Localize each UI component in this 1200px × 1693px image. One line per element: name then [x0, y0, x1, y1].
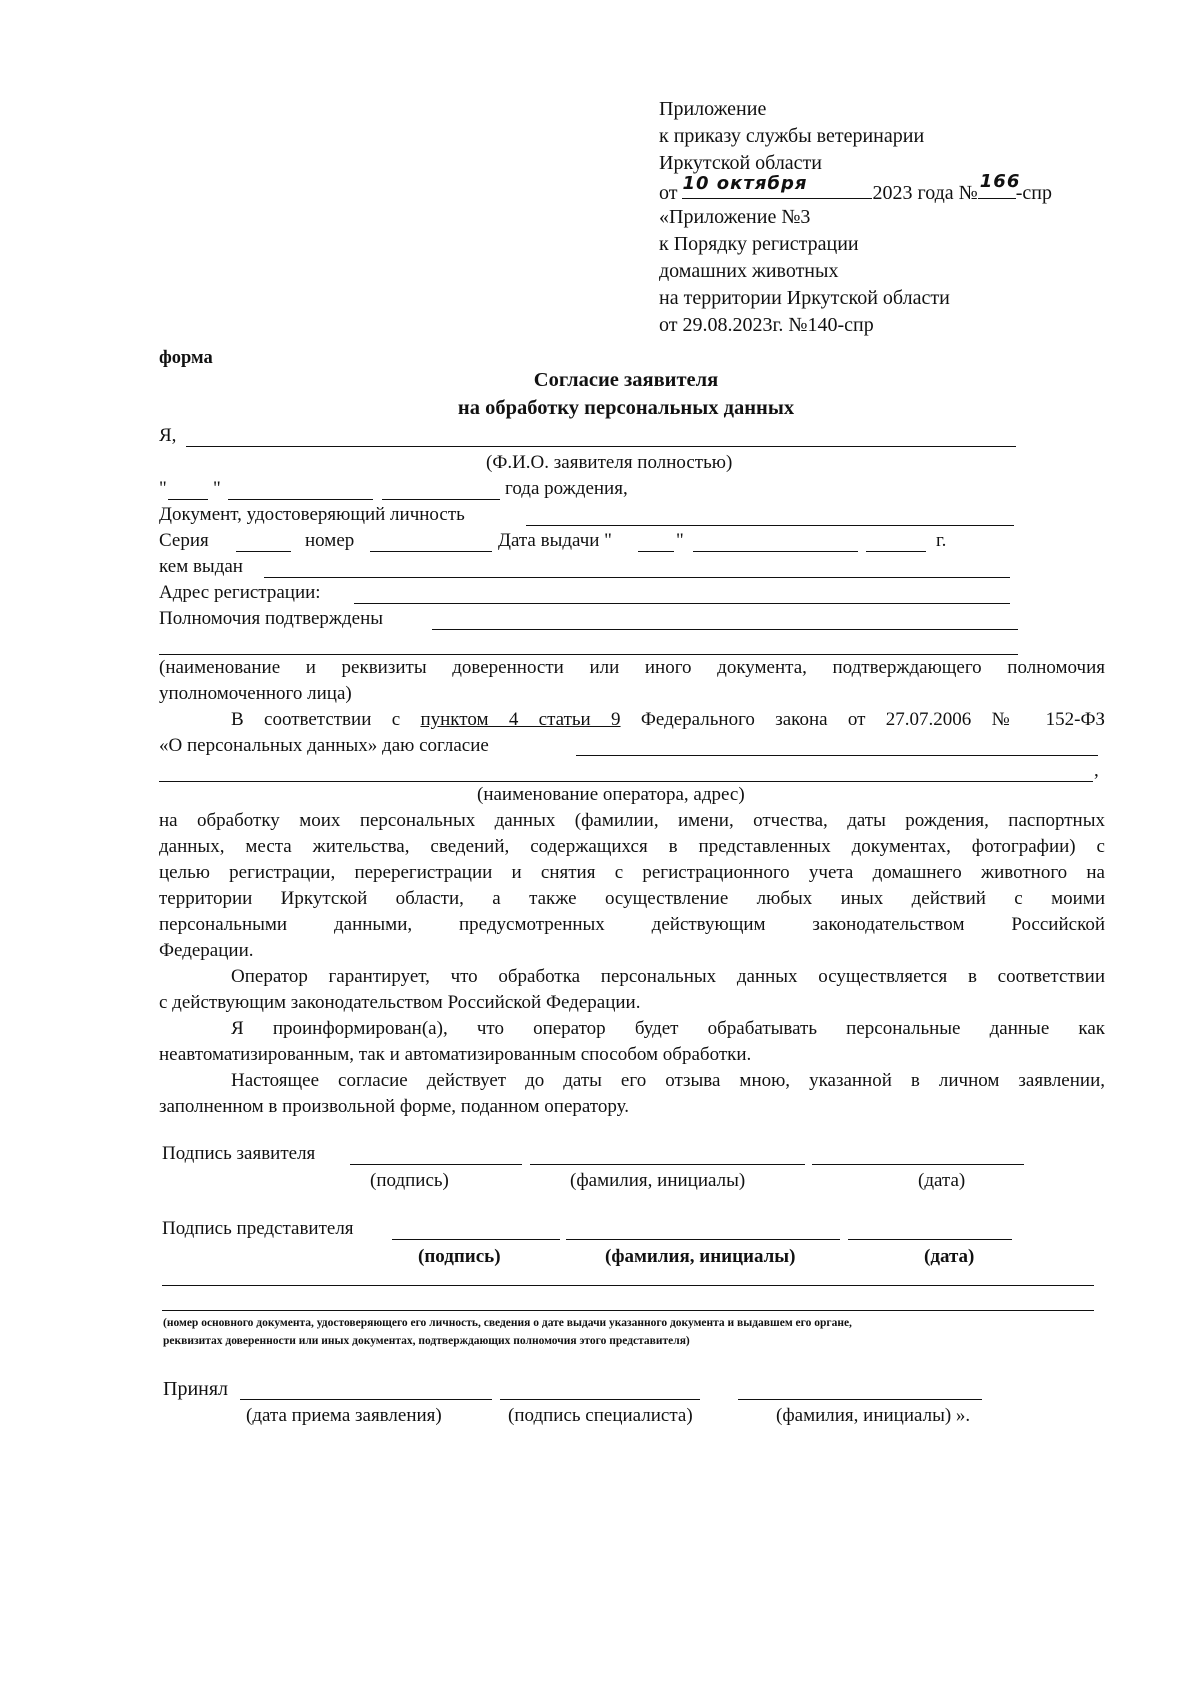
consent-p3-line1: Оператор гарантирует, что обработка персональных данных осуществляется в соответствии: [231, 966, 1105, 987]
header-line-8: на территории Иркутской области: [659, 287, 950, 309]
issue-date-label: Дата выдачи ": [498, 530, 612, 551]
header-date-prefix: от: [659, 182, 678, 204]
rep-note-line-1: (номер основного документа, удостоверяющего его личность, сведения о дате выдачи указанного документа и выдавшем его органе,: [163, 1317, 852, 1329]
accepted-date-caption: (дата приема заявления): [246, 1405, 442, 1426]
birth-year-line[interactable]: [382, 499, 500, 500]
field-ya-label: Я,: [159, 425, 177, 446]
header-line-7: домашних животных: [659, 260, 839, 282]
consent-p2-line2: данных, места жительства, сведений, содержащихся в представленных документах, фотографии) с: [159, 836, 1105, 857]
birth-month-line[interactable]: [228, 499, 373, 500]
accepted-name-line[interactable]: [738, 1399, 982, 1400]
consent-p2-line6: Федерации.: [159, 940, 254, 961]
number-label: номер: [305, 530, 355, 551]
consent-p2-line3: целью регистрации, перерегистрации и снятия с регистрационного учета домашнего животного на: [159, 862, 1105, 883]
document-label: Документ, удостоверяющий личность: [159, 504, 465, 525]
rep-doc-line-2[interactable]: [162, 1310, 1094, 1311]
fio-line[interactable]: [186, 446, 1016, 447]
issue-month-line[interactable]: [693, 551, 858, 552]
consent-p1-start: В соответствии с: [231, 709, 421, 730]
issue-year-line[interactable]: [866, 551, 926, 552]
series-line[interactable]: [236, 551, 291, 552]
birth-label: года рождения,: [505, 478, 628, 499]
birth-day-line[interactable]: [168, 499, 208, 500]
accepted-label: Принял: [163, 1378, 229, 1400]
consent-p3-line2: с действующим законодательством Российской Федерации.: [159, 992, 641, 1013]
applicant-name-caption: (фамилия, инициалы): [570, 1170, 746, 1191]
address-line[interactable]: [354, 603, 1010, 604]
operator-line-1[interactable]: [576, 755, 1098, 756]
consent-p4-line2: неавтоматизированным, так и автоматизированным способом обработки.: [159, 1044, 752, 1065]
accepted-date-line[interactable]: [240, 1399, 492, 1400]
accepted-sig-caption: (подпись специалиста): [508, 1405, 693, 1426]
rep-name-line[interactable]: [566, 1239, 840, 1240]
address-label: Адрес регистрации:: [159, 582, 321, 603]
header-date-blank: [682, 173, 872, 199]
rep-date-caption: (дата): [924, 1246, 975, 1267]
birth-quote-close: ": [213, 478, 221, 499]
authority-caption-2: уполномоченного лица): [159, 683, 352, 704]
header-number-blank: [978, 171, 1021, 199]
applicant-sig-caption: (подпись): [370, 1170, 449, 1191]
operator-comma: ,: [1094, 760, 1099, 781]
handwritten-number: 166: [979, 171, 1021, 192]
applicant-name-line[interactable]: [530, 1164, 805, 1165]
consent-p2-line5: персональными данными, предусмотренных действующим законодательством Российской: [159, 914, 1105, 935]
form-label: форма: [159, 348, 213, 368]
header-line-6: к Порядку регистрации: [659, 233, 859, 255]
applicant-date-line[interactable]: [812, 1164, 1024, 1165]
header-year: 2023 года: [872, 182, 954, 204]
rep-date-line[interactable]: [848, 1239, 1012, 1240]
law-link[interactable]: пунктом 4 статьи 9: [420, 709, 621, 730]
year-abbr: г.: [936, 530, 947, 551]
rep-sig-caption: (подпись): [418, 1246, 501, 1267]
header-line-4: [659, 171, 1053, 205]
header-line-2: к приказу службы ветеринарии: [659, 125, 925, 147]
authority-caption-1: (наименование и реквизиты доверенности или иного документа, подтверждающего полномочия: [159, 657, 1105, 678]
consent-p1-line2: «О персональных данных» даю согласие: [159, 735, 489, 756]
rep-note-line-2: реквизитах доверенности или иных документах, подтверждающих полномочия этого представителя): [163, 1335, 690, 1347]
consent-p4-line1: Я проинформирован(а), что оператор будет обрабатывать персональные данные как: [231, 1018, 1105, 1039]
representative-signature-label: Подпись представителя: [162, 1218, 354, 1239]
rep-signature-line[interactable]: [392, 1239, 560, 1240]
accepted-signature-line[interactable]: [500, 1399, 700, 1400]
header-line-9: от 29.08.2023г. №140-спр: [659, 314, 874, 336]
issue-day-line[interactable]: [638, 551, 674, 552]
title-line-1: Согласие заявителя: [533, 369, 719, 391]
birth-quote-open: ": [159, 478, 167, 499]
consent-p1-end: Федерального закона от 27.07.2006 № 152-ФЗ: [620, 709, 1105, 730]
applicant-date-caption: (дата): [918, 1170, 966, 1191]
header-line-3: Иркутской области: [659, 152, 822, 174]
number-line[interactable]: [370, 551, 492, 552]
issued-by-label: кем выдан: [159, 556, 243, 577]
header-number-sign: №: [958, 182, 978, 204]
handwritten-date: 10 октября: [682, 173, 808, 194]
applicant-signature-line[interactable]: [350, 1164, 522, 1165]
rep-doc-line-1[interactable]: [162, 1285, 1094, 1286]
issued-by-line[interactable]: [264, 577, 1010, 578]
authority-line-2[interactable]: [159, 654, 1018, 655]
accepted-name-caption: (фамилия, инициалы) ».: [776, 1405, 971, 1426]
header-line-5: «Приложение №3: [659, 206, 811, 228]
consent-p2-line1: на обработку моих персональных данных (фамилии, имени, отчества, даты рождения, паспортных: [159, 810, 1105, 831]
consent-p5-line2: заполненном в произвольной форме, поданном оператору.: [159, 1096, 629, 1117]
applicant-signature-label: Подпись заявителя: [162, 1143, 316, 1164]
authority-label: Полномочия подтверждены: [159, 608, 384, 629]
operator-caption: (наименование оператора, адрес): [477, 784, 745, 805]
header-number-suffix: -спр: [1015, 182, 1053, 204]
consent-p5-line1: Настоящее согласие действует до даты его отзыва мною, указанной в личном заявлении,: [231, 1070, 1105, 1091]
rep-name-caption: (фамилия, инициалы): [605, 1246, 796, 1267]
issue-quote-close: ": [676, 530, 684, 551]
authority-line[interactable]: [432, 629, 1018, 630]
operator-line-2[interactable]: [159, 781, 1093, 782]
series-label: Серия: [159, 530, 209, 551]
header-line-1: Приложение: [659, 98, 767, 120]
fio-caption: (Ф.И.О. заявителя полностью): [486, 452, 733, 473]
consent-p2-line4: территории Иркутской области, а также осуществление любых иных действий с моими: [159, 888, 1105, 909]
title-line-2: на обработку персональных данных: [457, 397, 795, 419]
document-line[interactable]: [526, 525, 1014, 526]
consent-p1-line1: [159, 709, 1105, 731]
